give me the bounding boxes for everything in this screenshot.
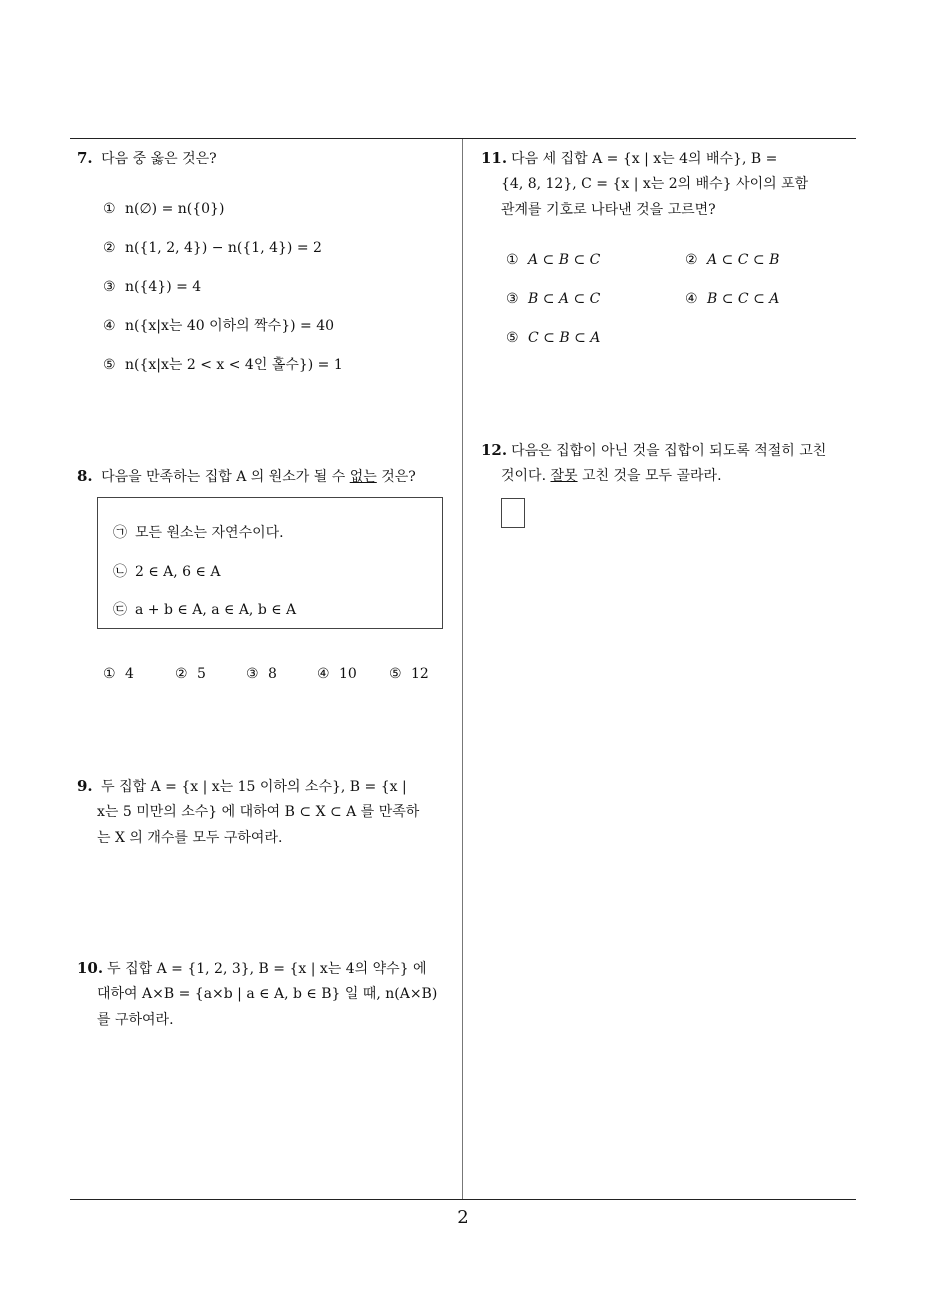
underlined-word: 없는 [349,469,377,485]
question-text: 것이다. [501,468,551,484]
option-value: 10 [339,666,357,682]
condition-2 [113,562,220,582]
option-mark: ⑤ [389,666,402,682]
condition-3 [113,600,296,620]
q11-option-2[interactable] [685,250,779,270]
question-number: 11. [481,149,508,167]
q11-option-4[interactable] [685,289,779,309]
question-number: 7. [77,149,93,167]
condition-mark: ㉢ [113,602,127,618]
column-divider [462,139,463,1199]
option-mark: ③ [506,291,519,307]
question-line-1: 두 집합 A = {x | x는 15 이하의 소수}, B = {x | [101,779,407,795]
q7-option-4[interactable] [103,316,334,336]
option-value: 8 [268,666,277,682]
option-expr: B ⊂ A ⊂ C [528,291,601,307]
question-line-1: 다음은 집합이 아닌 것을 집합이 되도록 적절히 고친 [511,443,827,459]
question-number: 9. [77,777,93,795]
page-number: 2 [457,1207,469,1228]
q7-option-3[interactable] [103,277,201,297]
question-number: 8. [77,467,93,485]
question-number: 10. [77,959,104,977]
question-11-line-2: {4, 8, 12}, C = {x | x는 2의 배수} 사이의 포함 [501,176,809,192]
option-expr: n({x|x는 2 < x < 4인 홀수}) = 1 [125,357,343,373]
q7-option-2[interactable] [103,238,322,258]
condition-mark: ㉠ [113,525,127,541]
question-10 [77,955,427,982]
q11-option-5[interactable] [506,328,600,348]
condition-text: 모든 원소는 자연수이다. [135,525,284,541]
option-mark: ⑤ [103,357,116,373]
option-mark: ⑤ [506,330,519,346]
q11-option-1[interactable] [506,250,600,270]
condition-text: 2 ∈ A, 6 ∈ A [135,564,221,580]
q8-option-1[interactable] [103,664,134,684]
option-mark: ② [685,252,698,268]
q8-option-3[interactable] [246,664,277,684]
question-9-line-2: x는 5 미만의 소수} 에 대하여 B ⊂ X ⊂ A 를 만족하 [97,804,420,820]
question-11 [481,145,777,172]
option-mark: ③ [246,666,259,682]
option-expr: B ⊂ C ⊂ A [707,291,780,307]
option-expr: A ⊂ B ⊂ C [528,252,601,268]
q8-option-5[interactable] [389,664,429,684]
option-mark: ④ [317,666,330,682]
underlined-word: 잘못 [550,468,578,484]
question-text-end: 고친 것을 모두 골라라. [577,468,722,484]
option-value: 4 [125,666,134,682]
question-12 [481,437,826,464]
option-mark: ② [175,666,188,682]
question-text-end: 것은? [376,469,416,485]
bottom-rule [70,1199,856,1200]
q11-option-3[interactable] [506,289,600,309]
top-rule [70,138,856,139]
option-mark: ① [103,201,116,217]
condition-1 [113,523,284,543]
option-expr: A ⊂ C ⊂ B [707,252,780,268]
option-value: 12 [411,666,429,682]
q8-option-4[interactable] [317,664,357,684]
question-10-line-3: 를 구하여라. [97,1012,174,1028]
option-mark: ① [103,666,116,682]
question-9 [77,773,407,800]
question-9-line-3: 는 X 의 개수를 모두 구하여라. [97,830,283,846]
option-expr: n({1, 2, 4}) − n({1, 4}) = 2 [125,240,322,256]
option-mark: ① [506,252,519,268]
question-11-line-3: 관계를 기호로 나타낸 것을 고르면? [501,202,716,218]
question-text: 다음을 만족하는 집합 A 의 원소가 될 수 [101,469,350,485]
q7-option-5[interactable] [103,355,343,375]
q7-option-1[interactable] [103,199,224,219]
question-text: 다음 중 옳은 것은? [101,151,217,167]
answer-box[interactable] [501,498,525,528]
option-value: 5 [197,666,206,682]
question-7 [77,145,217,172]
option-expr: n(∅) = n({0}) [125,201,225,217]
condition-mark: ㉡ [113,564,127,580]
question-10-line-2: 대하여 A×B = {a×b | a ∈ A, b ∈ B} 일 때, n(A×B) [97,986,438,1002]
q8-option-2[interactable] [175,664,206,684]
option-mark: ② [103,240,116,256]
option-expr: n({x|x는 40 이하의 짝수}) = 40 [125,318,335,334]
option-mark: ④ [103,318,116,334]
question-line-1: 다음 세 집합 A = {x | x는 4의 배수}, B = [511,151,778,167]
question-line-1: 두 집합 A = {1, 2, 3}, B = {x | x는 4의 약수} 에 [107,961,427,977]
condition-text: a + b ∈ A, a ∈ A, b ∈ A [135,602,297,618]
option-mark: ③ [103,279,116,295]
question-12-line-2 [501,463,722,489]
question-8 [77,463,416,490]
option-mark: ④ [685,291,698,307]
option-expr: C ⊂ B ⊂ A [528,330,601,346]
question-number: 12. [481,441,508,459]
option-expr: n({4}) = 4 [125,279,202,295]
